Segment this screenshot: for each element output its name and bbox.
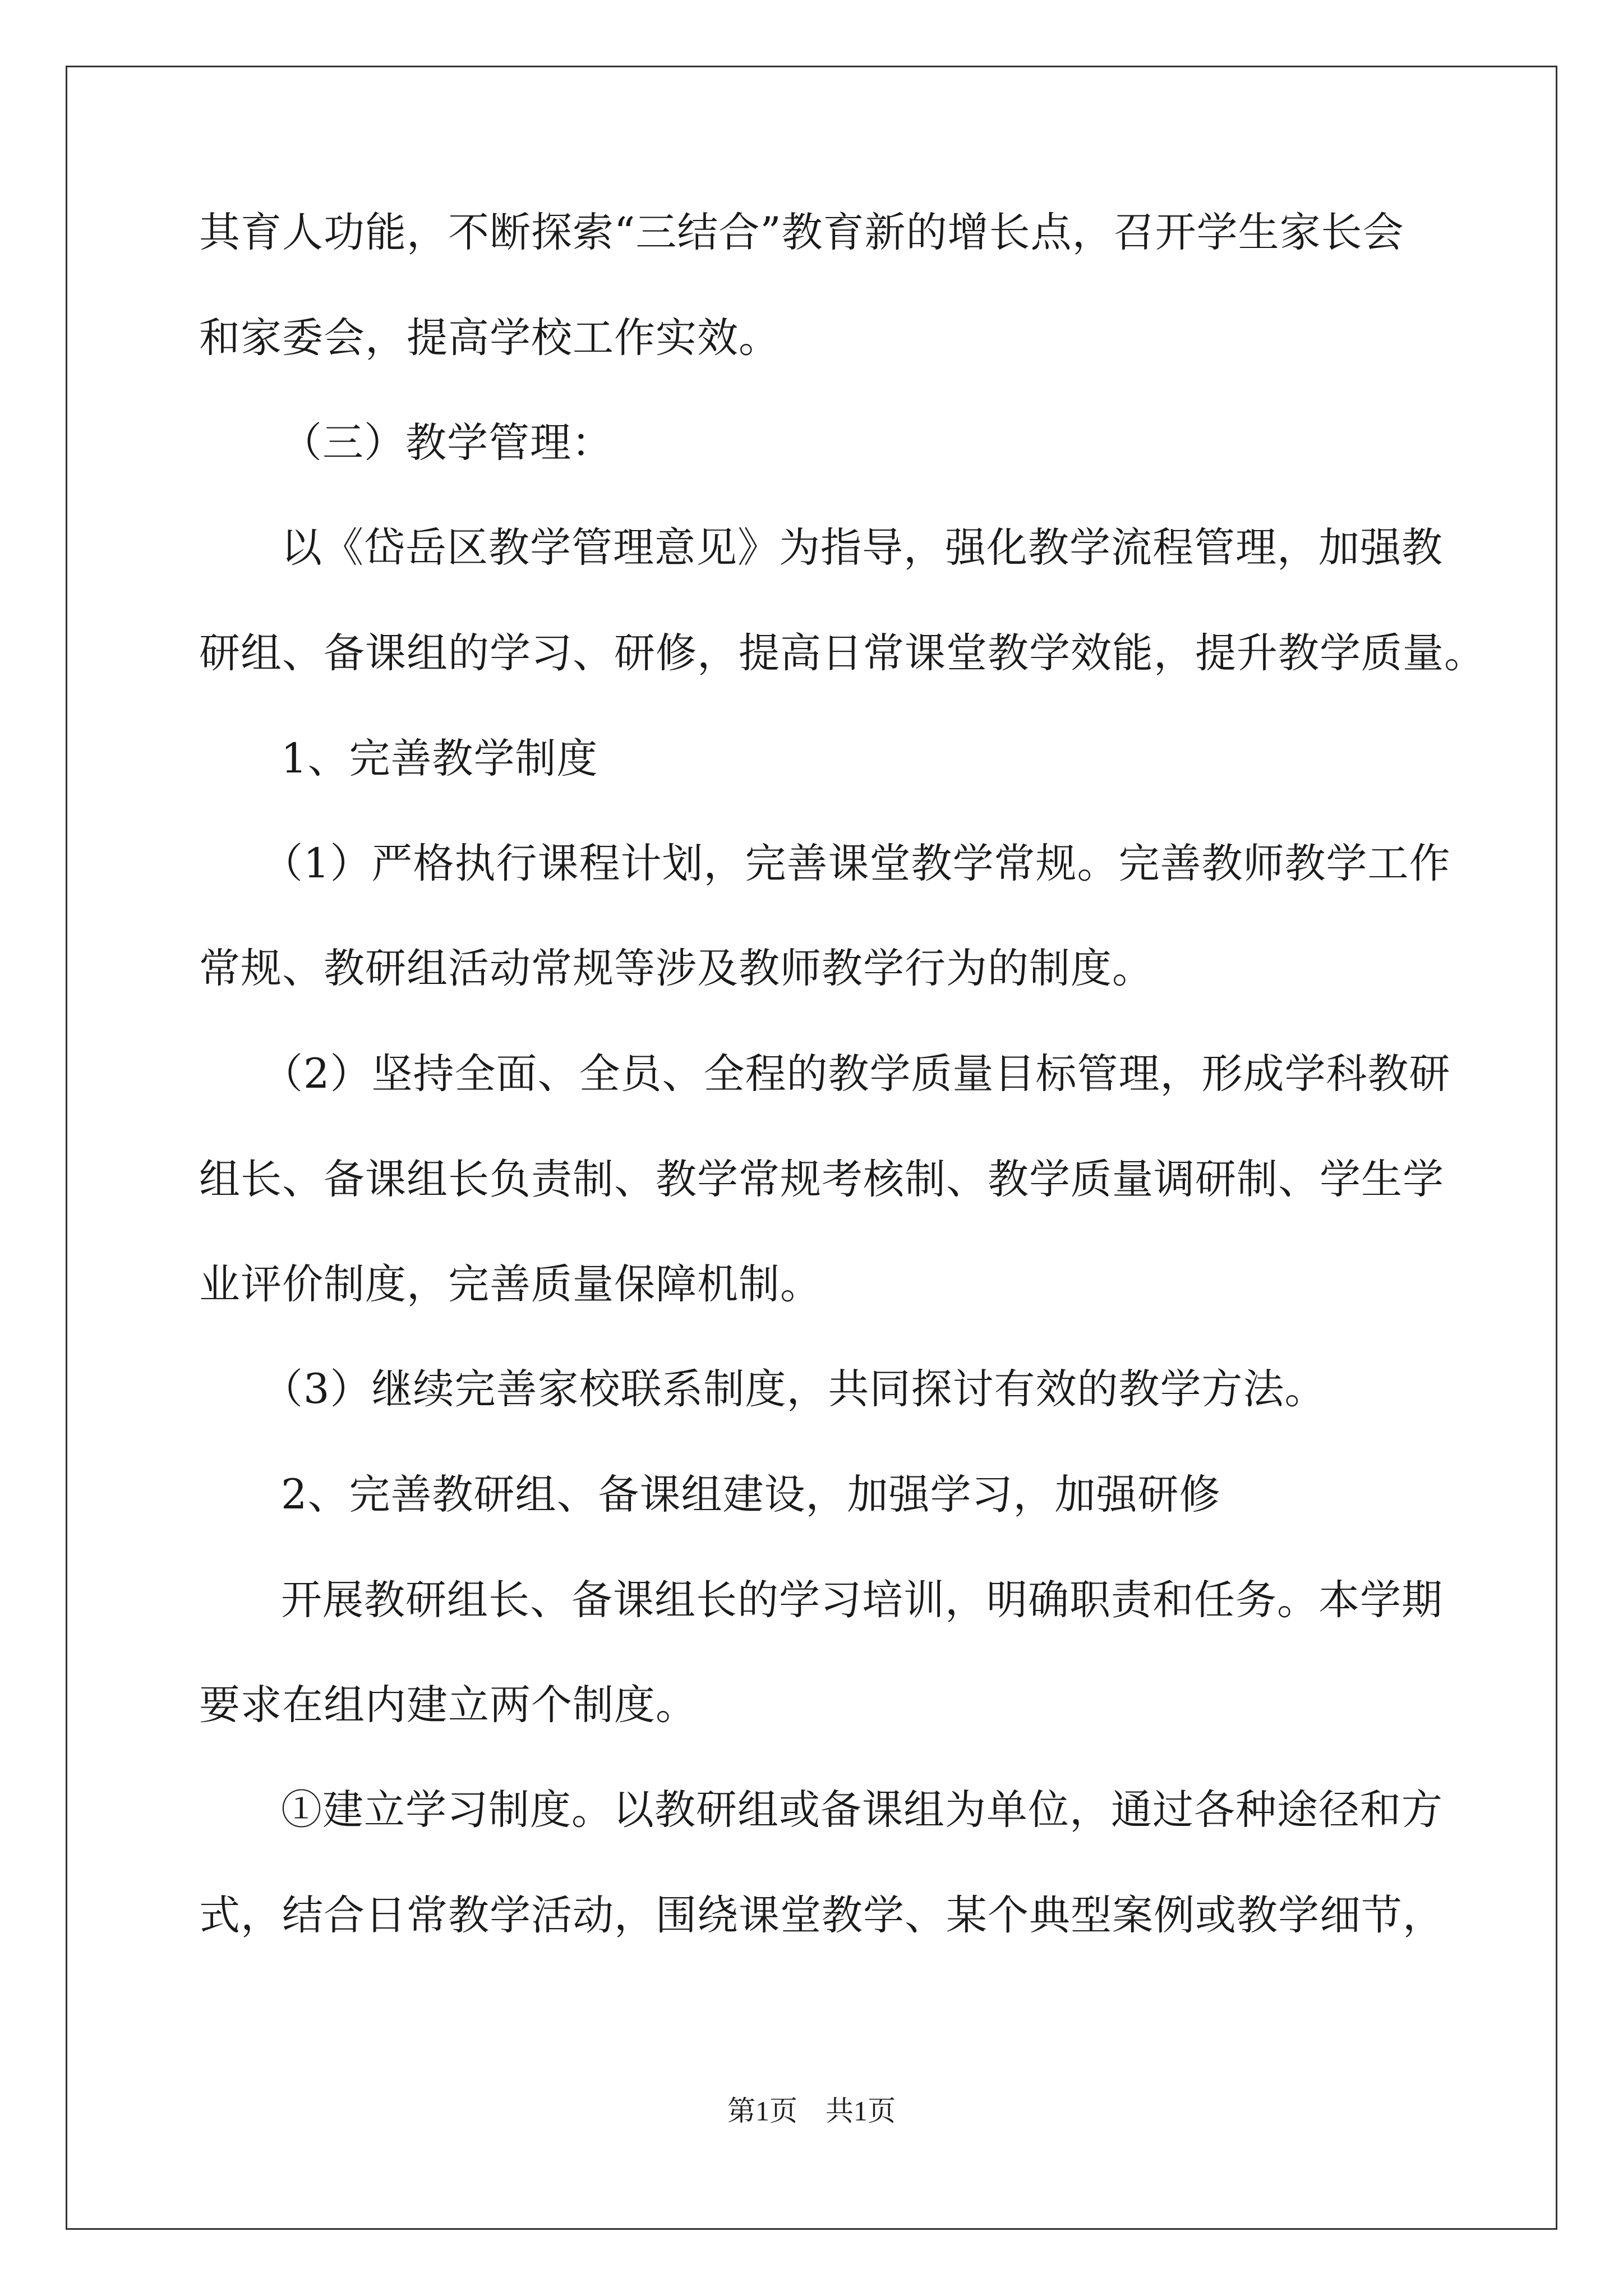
paragraph-line: 其育人功能，不断探索“三结合”教育新的增长点，召开学生家长会 [199, 209, 1404, 256]
paragraph-line: 常规、教研组活动常规等涉及教师教学行为的制度。 [199, 945, 1154, 992]
section-heading: （三）教学管理： [281, 419, 613, 467]
paragraph-line: （1）严格执行课程计划，完善课堂教学常规。完善教师教学工作 [262, 840, 1451, 887]
paragraph-line: （2）坚持全面、全员、全程的教学质量目标管理，形成学科教研 [262, 1050, 1451, 1098]
page-total: 共1页 [826, 2095, 896, 2127]
paragraph-line: （3）继续完善家校联系制度，共同探讨有效的教学方法。 [262, 1365, 1326, 1413]
paragraph-line: 式，结合日常教学活动，围绕课堂教学、某个典型案例或教学细节， [199, 1892, 1444, 1939]
paragraph-line: 业评价制度，完善质量保障机制。 [199, 1260, 822, 1308]
paragraph-line: 以《岱岳区教学管理意见》为指导，强化教学流程管理，加强教 [281, 524, 1443, 572]
paragraph-line: 要求在组内建立两个制度。 [199, 1681, 697, 1729]
paragraph-line: ①建立学习制度。以教研组或备课组为单位，通过各种途径和方 [281, 1786, 1443, 1834]
subsection-heading: 1、完善教学制度 [281, 735, 598, 783]
subsection-heading: 2、完善教研组、备课组建设，加强学习，加强研修 [281, 1471, 1221, 1519]
paragraph-line: 组长、备课组长负责制、教学常规考核制、教学质量调研制、学生学 [199, 1156, 1444, 1203]
page-footer [0, 2094, 1623, 2128]
paragraph-line: 开展教研组长、备课组长的学习培训，明确职责和任务。本学期 [281, 1576, 1443, 1624]
paragraph-line: 和家委会，提高学校工作实效。 [199, 314, 780, 362]
page-number: 第1页 [727, 2095, 797, 2127]
paragraph-line: 研组、备课组的学习、研修，提高日常课堂教学效能，提升教学质量。 [199, 629, 1486, 677]
